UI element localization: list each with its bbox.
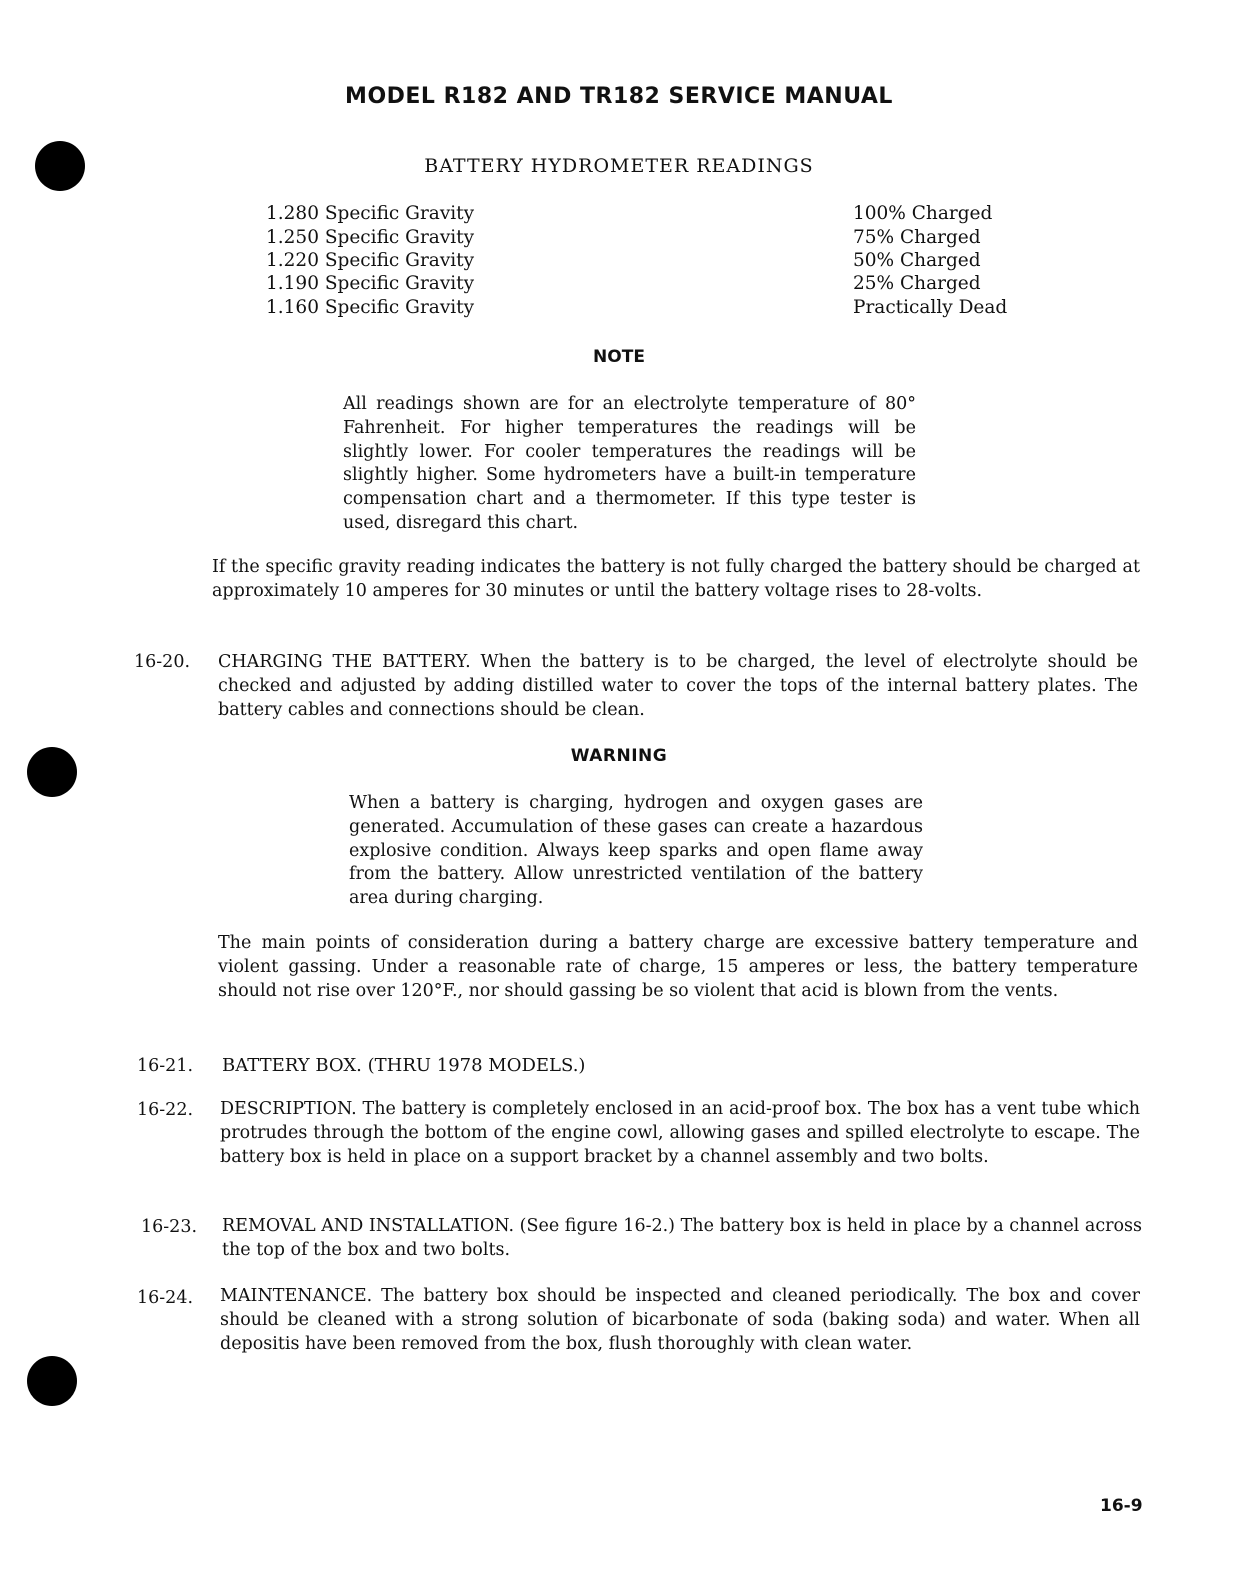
gravity-cell: 1.250 Specific Gravity [266, 227, 475, 248]
table-row [0, 273, 1238, 297]
warning-text: When a battery is charging, hydrogen and oxygen gases are generated. Accumulation of these gases can create a hazardous explosive condition. Always keep sparks and open flame away from the battery. Allow unrestricted ventilation of the battery area during charging. [349, 793, 923, 909]
section-16-22-text: DESCRIPTION. The battery is completely enclosed in an acid-proof box. The box has a vent tube which protrudes through the bottom of the engine cowl, allowing gases and spilled electrolyte to escape. The battery box is held in place on a support bracket by a channel assembly and two bolts. [220, 1099, 1140, 1167]
table-row [0, 250, 1238, 274]
charge-status-cell: 75% Charged [853, 227, 981, 248]
section-number: 16-23. [141, 1217, 198, 1237]
section-16-20-text: CHARGING THE BATTERY. When the battery is to be charged, the level of electrolyte should be checked and adjusted by adding distilled water to cover the tops of the internal battery plates. The battery cables and connections should be clean. [218, 652, 1138, 720]
charge-status-cell: 50% Charged [853, 250, 981, 271]
section-16-23-text: REMOVAL AND INSTALLATION. (See figure 16-2.) The battery box is held in place by a channel across the top of the box and two bolts. [222, 1216, 1142, 1260]
gravity-cell: 1.280 Specific Gravity [266, 203, 475, 224]
section-16-24-text: MAINTENANCE. The battery box should be inspected and cleaned periodically. The box and cover should be cleaned with a strong solution of bicarbonate of soda (baking soda) and water. When all depositis have been removed from the box, flush thoroughly with clean water. [220, 1286, 1140, 1354]
gravity-cell: 1.190 Specific Gravity [266, 273, 475, 294]
table-row [0, 297, 1238, 321]
note-heading: NOTE [593, 347, 645, 367]
warning-heading: WARNING [570, 746, 668, 766]
page-number: 16-9 [1100, 1496, 1143, 1516]
charge-paragraph: If the specific gravity reading indicates the battery is not fully charged the battery should be charged at approximately 10 amperes for 30 minutes or until the battery voltage rises to 28-volts. [212, 557, 1140, 601]
section-number: 16-20. [134, 652, 191, 672]
binder-hole-bottom [27, 1356, 77, 1406]
hydrometer-table-title: BATTERY HYDROMETER READINGS [424, 155, 814, 177]
consideration-paragraph: The main points of consideration during a battery charge are excessive battery temperature and violent gassing. Under a reasonable rate of charge, 15 amperes or less, the battery temperature should not rise over 120°F., nor should gassing be so violent that acid is blown from the vents. [218, 933, 1138, 1001]
section-number: 16-22. [137, 1100, 194, 1120]
charge-status-cell: Practically Dead [853, 297, 1008, 318]
gravity-cell: 1.160 Specific Gravity [266, 297, 475, 318]
note-text: All readings shown are for an electrolyte temperature of 80° Fahrenheit. For higher temperatures the readings will be slightly lower. For cooler temperatures the readings will be slightly higher. Some hydrometers have a built-in temperature compensation chart and a thermometer. If this type tester is used, disregard this chart. [343, 394, 916, 533]
charge-status-cell: 25% Charged [853, 273, 981, 294]
section-number: 16-24. [137, 1288, 194, 1308]
page-title: MODEL R182 AND TR182 SERVICE MANUAL [345, 84, 893, 109]
section-16-21-heading: BATTERY BOX. (THRU 1978 MODELS.) [222, 1055, 586, 1076]
gravity-cell: 1.220 Specific Gravity [266, 250, 475, 271]
section-number: 16-21. [137, 1056, 194, 1076]
table-row [0, 203, 1238, 227]
charge-status-cell: 100% Charged [853, 203, 993, 224]
table-row [0, 227, 1238, 251]
